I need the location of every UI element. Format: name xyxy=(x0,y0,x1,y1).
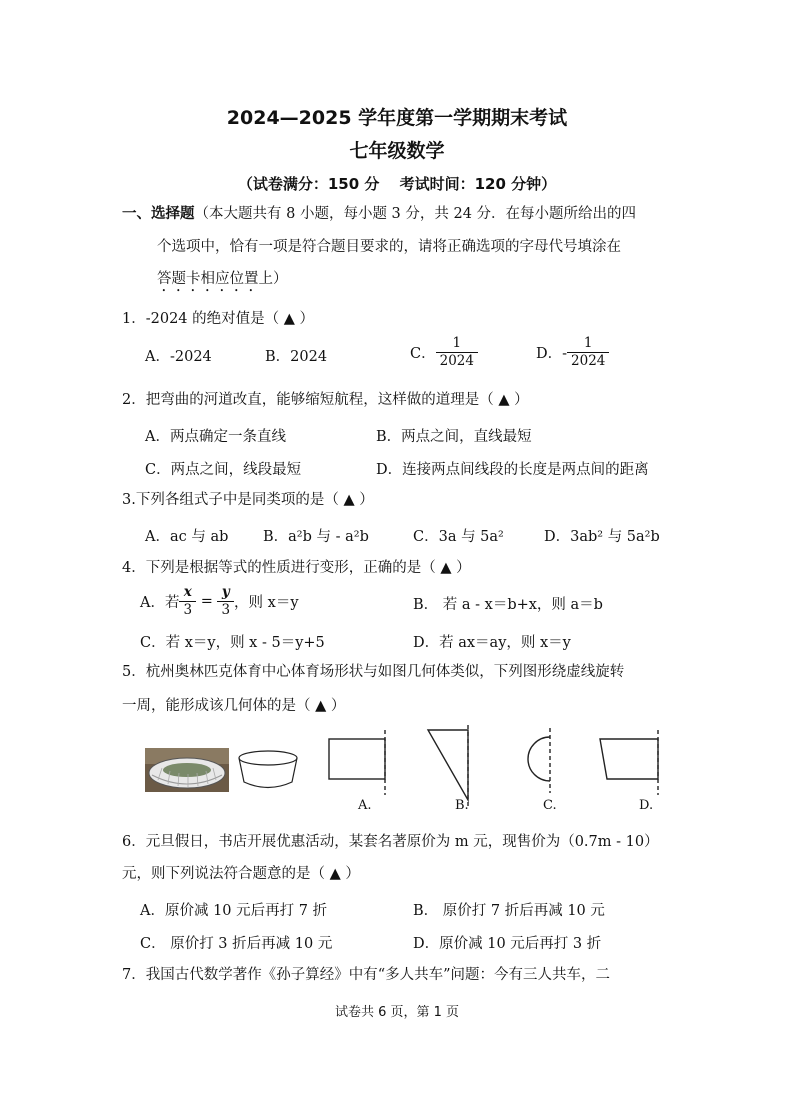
q3-option-c: C．3a 与 5a² xyxy=(413,529,504,545)
q4-option-c: C．若 x＝y，则 x - 5＝y+5 xyxy=(140,635,325,651)
section-desc-line2: 个选项中，恰有一项是符合题目要求的，请将正确选项的字母代号填涂在 xyxy=(157,239,621,255)
option-c-figure xyxy=(528,728,550,793)
q1-d-numerator: 1 xyxy=(567,335,609,353)
q3-option-b: B．a²b 与 - a²b xyxy=(263,529,369,545)
option-d-figure xyxy=(600,730,658,795)
q5-label-b: B. xyxy=(455,798,469,813)
q3-option-a: A．ac 与 ab xyxy=(145,529,229,545)
q1-option-c xyxy=(410,335,478,370)
q1-c-numerator: 1 xyxy=(436,335,478,353)
q1-d-denominator: 2024 xyxy=(571,353,606,369)
q4-option-b: B． 若 a - x＝b+x，则 a＝b xyxy=(413,597,603,613)
q1-option-d-label: D．- xyxy=(536,346,568,362)
q5-stem-line1: 5．杭州奥林匹克体育中心体育场形状与如图几何体类似，下列图形绕虚线旋转 xyxy=(122,664,625,680)
q5-label-d: D. xyxy=(639,798,654,813)
q3-option-d: D．3ab² 与 5a²b xyxy=(544,529,660,545)
q4-option-a xyxy=(140,584,299,619)
q4-a-fraction-y xyxy=(217,584,234,619)
q1-c-denominator: 2024 xyxy=(439,353,474,369)
q1-option-c-label: C． xyxy=(410,346,436,362)
q4-a-numerator-x: x xyxy=(179,584,196,602)
q5-label-c: C. xyxy=(543,798,557,813)
q4-a-denominator-1: 3 xyxy=(183,602,193,618)
q4-option-d: D．若 ax＝ay，则 x＝y xyxy=(413,635,571,651)
q6-option-a: A．原价减 10 元后再打 7 折 xyxy=(140,903,328,919)
q6-option-c: C． 原价打 3 折后再减 10 元 xyxy=(140,936,333,952)
q6-option-b: B． 原价打 7 折后再减 10 元 xyxy=(413,903,605,919)
q3-stem: 3.下列各组式子中是同类项的是（ ▲ ） xyxy=(122,492,374,508)
q4-a-numerator-y: y xyxy=(217,584,234,602)
q4-a-denominator-2: 3 xyxy=(221,602,231,618)
q1-option-d-fraction xyxy=(567,335,609,370)
q2-option-c: C．两点之间，线段最短 xyxy=(145,462,302,478)
q1-option-c-fraction xyxy=(436,335,478,370)
q1-option-b: B．2024 xyxy=(265,349,328,365)
option-b-figure xyxy=(428,725,468,807)
section-desc-line3 xyxy=(157,269,288,295)
section-heading-line xyxy=(122,204,636,224)
q7-stem-line1: 7．我国古代数学著作《孙子算经》中有“多人共车”问题：今有三人共车，二 xyxy=(122,967,611,983)
exam-title: 2024—2025 学年度第一学期期末考试 xyxy=(226,107,568,129)
section-heading: 一、选择题 xyxy=(122,206,195,222)
q4-a-fraction-x xyxy=(179,584,196,619)
page-footer: 试卷共 6 页，第 1 页 xyxy=(334,1005,460,1020)
q1-option-d xyxy=(536,335,609,370)
q2-option-a: A．两点确定一条直线 xyxy=(145,429,286,445)
q5-stem-line2: 一周，能形成该几何体的是（ ▲ ） xyxy=(122,698,346,714)
exam-subtitle: 七年级数学 xyxy=(349,140,445,162)
q5-figures xyxy=(140,725,680,825)
q6-option-d: D．原价减 10 元后再打 3 折 xyxy=(413,936,602,952)
q4-a-suffix: ，则 x＝y xyxy=(234,595,299,611)
q4-a-prefix: A．若 xyxy=(140,595,180,611)
q5-label-a: A. xyxy=(358,798,372,813)
q4-stem: 4．下列是根据等式的性质进行变形，正确的是（ ▲ ） xyxy=(122,560,471,576)
q2-option-b: B．两点之间，直线最短 xyxy=(376,429,532,445)
q6-stem-line1: 6．元旦假日，书店开展优惠活动，某套名著原价为 m 元，现售价为（0.7m - 10） xyxy=(122,834,659,850)
stadium-photo xyxy=(145,748,229,792)
q4-a-equals: = xyxy=(200,593,213,610)
option-a-figure xyxy=(329,730,385,795)
frustum-drawing xyxy=(239,751,297,788)
q1-stem: 1．-2024 的绝对值是（ ▲ ） xyxy=(122,311,315,327)
section-desc-end: 上） xyxy=(258,271,288,287)
q6-stem-line2: 元，则下列说法符合题意的是（ ▲ ） xyxy=(122,866,360,882)
q2-option-d: D．连接两点间线段的长度是两点间的距离 xyxy=(376,462,649,478)
section-desc-line1: （本大题共有 8 小题，每小题 3 分，共 24 分．在每小题所给出的四 xyxy=(194,206,637,222)
q1-option-a: A．-2024 xyxy=(145,349,212,365)
q2-stem: 2．把弯曲的河道改直，能够缩短航程，这样做的道理是（ ▲ ） xyxy=(122,392,529,408)
section-desc-dotted: 答题卡相应位置 xyxy=(157,271,259,287)
exam-meta: （试卷满分：150 分 考试时间：120 分钟） xyxy=(237,175,557,193)
